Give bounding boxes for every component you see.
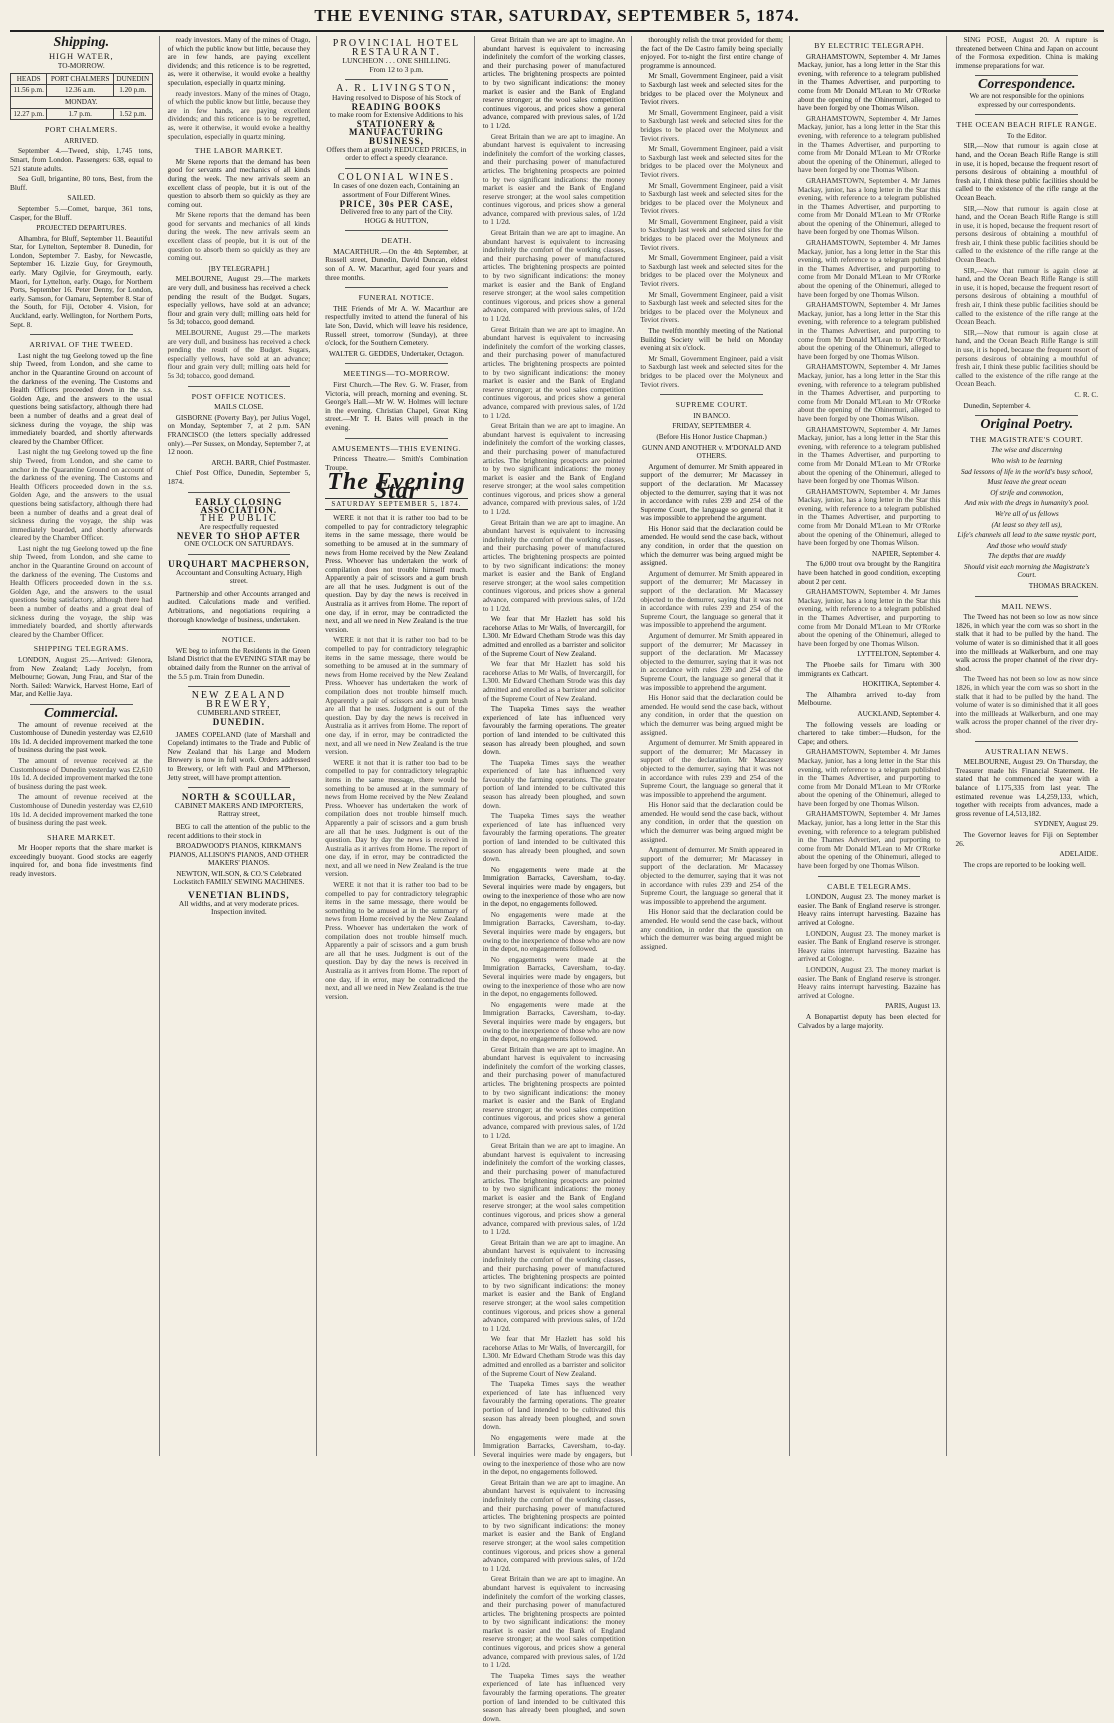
mail-news-text: The Tweed has not been so low as now since 1826, in which year the corn was so short in the stalk that it had to be pulled by the hand. The volume of water is so diminished that it all goes into the millleads at Walkerburn, and one may walk across the proper channel of the river dry-shod.	[955, 612, 1099, 673]
poem-line: Life's channels all lead to the same mystic port,	[957, 530, 1097, 540]
judge-label: (Before His Honor Justice Chapman.)	[656, 431, 767, 441]
court-text2: Mr Small, Government Engineer, paid a visit to Saxburgh last week and selected sites for the bridges to be placed over the Molyneux and Teviot rivers.	[640, 71, 783, 107]
telegraph-text-cont: MELBOURNE, August 29.—The markets are very dull, and business has received a check pending the result of the Budget. Sugars, especially yellows, have sold at an advance; flour and grain very dull; milling oats held for 5s 3d; tobacco, good demand.	[167, 328, 311, 380]
adelaide-text: The crops are reported to be looking well.	[963, 859, 1086, 869]
poem-line: Should visit each morning the Magistrate's Court.	[964, 561, 1090, 580]
auckland-dateline: AUCKLAND, September 4.	[857, 708, 941, 718]
rifle-range-heading: THE OCEAN BEACH RIFLE RANGE.	[956, 120, 1098, 130]
livingston-books: READING BOOKS	[351, 101, 442, 112]
wines-ad	[325, 171, 468, 226]
column-2	[168, 36, 318, 1456]
early-closing-text: Are respectfully requested	[199, 522, 279, 532]
poem-line: Must leave the great ocean	[987, 477, 1067, 487]
brewery-ad	[168, 692, 311, 726]
auckland-text: The following vessels are loading or chartered to take timber:—Hudson, for the Cape; and others.	[797, 719, 941, 746]
masthead: THE EVENING STAR, SATURDAY, SEPTEMBER 5, 1874.	[10, 6, 1104, 32]
leader-cont-fill: Great Britain than we are apt to imagine. An abundant harvest is equivalent to increasing indefinitely the comfort of the working classes, and their purchasing power of manufactured articles. The brightening prospects are pointed to by two significant indications: the money market is easier and the Bank of England reserve stronger; at the wool sales competition continues vigorous, and prices show a general advance, compared with previous sales, of 1/2d to 1 1/2d.	[482, 324, 626, 420]
early-closing-public: THE PUBLIC	[200, 512, 278, 524]
napier-text: The 6,000 trout ova brought by the Rangitira have been hatched in good condition, excepting about 2 per cent.	[797, 559, 941, 586]
column-7	[955, 36, 1104, 1456]
mails-close-label: MAILS CLOSE.	[214, 402, 264, 412]
divider	[818, 876, 921, 877]
rifle-range-sign: C. R. C.	[1074, 389, 1099, 399]
funeral-heading: FUNERAL NOTICE.	[358, 293, 435, 303]
early-closing-heading: EARLY CLOSING ASSOCIATION.	[195, 496, 283, 516]
share-market-heading: SHARE MARKET.	[47, 832, 116, 842]
tide-cell: 1.52 p.m.	[113, 108, 152, 120]
leader-cont-fill: Great Britain than we are apt to imagine. An abundant harvest is equivalent to increasing indefinitely the comfort of the working classes, and their purchasing power of manufactured articles. The brightening prospects are pointed to by two significant indications: the money market is easier and the Bank of England reserve stronger; at the wool sales competition continues vigorous, and prices show a general advance, compared with previous sales, of 1/2d to 1 1/2d.	[482, 421, 626, 517]
divider	[188, 629, 291, 630]
court-text2-fill: Mr Small, Government Engineer, paid a visit to Saxburgh last week and selected sites for the bridges to be placed over the Molyneux and Teviot rivers.	[640, 289, 783, 325]
auckland-fill: GRAHAMSTOWN, September 4. Mr James Mackay, junior, has a long letter in the Star this evening, with reference to a telegram published in the Thames Advertiser, and purporting to come from Mr Donald M'Lean to Mr O'Rorke about the opening of the Ohinemuri, alleged to have been forged by one Thomas Wilson.	[797, 809, 941, 871]
urquhart-text: Partnership and other Accounts arranged and audited. Calculations made and verified. Arbitrations, and negotiations requiring a thorough knowledge of business, undertaken.	[167, 588, 311, 624]
tide-table	[10, 73, 153, 120]
leader-cont3-fill: The Tuapeka Times says the weather experienced of late has influenced very favourably the farming operations. The greater portion of land intended to be cultivated this season has already been ploughed, and sown down.	[482, 1379, 626, 1432]
napier-dateline: NAPIER, September 4.	[871, 548, 941, 558]
commercial-heading: Commercial.	[44, 705, 119, 721]
poem-line: Sad lessons of life in the world's busy school,	[960, 466, 1093, 476]
leader-cont2: We fear that Mr Hazlett has sold his racehorse Atlas to Mr Walls, of Invercargill, for L300. Mr Edward Chetham Strode was this day admitted and enrolled as a barrister and solicitor of the Supreme Court of New Zealand.	[482, 614, 626, 658]
amusements-text: Princess Theatre.— Smith's Combination Troupe.	[325, 454, 468, 472]
post-office-date: Chief Post Office, Dunedin, September 5, 1874.	[167, 468, 311, 486]
livingston-ad	[325, 85, 468, 162]
mines-text: ready investors. Many of the mines of Otago, of which the public know but little, because they are in few hands, are paying excellent dividends; and this reticence is to be regretted, as, were it otherwise, it would evoke a healthy speculation, especially in quartz mining.	[167, 35, 311, 87]
electric-telegraph-fill: GRAHAMSTOWN, September 4. Mr James Mackay, junior, has a long letter in the Star this evening, with reference to a telegram published in the Thames Advertiser, and purporting to come from Mr Donald M'Lean to Mr O'Rorke about the opening of the Ohinemuri, alleged to have been forged by one Thomas Wilson.	[797, 238, 941, 299]
court-text2-fill: Mr Small, Government Engineer, paid a visit to Saxburgh last week and selected sites for the bridges to be placed over the Molyneux and Teviot rivers.	[640, 180, 783, 216]
wines-deliver: Delivered free to any part of the City.	[340, 207, 453, 217]
court-text2-fill: Mr Small, Government Engineer, paid a visit to Saxburgh last week and selected sites for the bridges to be placed over the Molyneux and Teviot rivers.	[640, 107, 783, 143]
napier-fill: GRAHAMSTOWN, September 4. Mr James Mackay, junior, has a long letter in the Star this evening, with reference to a telegram published in the Thames Advertiser, and purporting to come from Mr Donald M'Lean to Mr O'Rorke about the opening of the Ohinemuri, alleged to have been forged by one Thomas Wilson.	[797, 587, 941, 648]
electric-telegraph-fill: GRAHAMSTOWN, September 4. Mr James Mackay, junior, has a long letter in the Star this evening, with reference to a telegram published in the Thames Advertiser, and purporting to come from Mr Donald M'Lean to Mr O'Rorke about the opening of the Ohinemuri, alleged to have been forged by one Thomas Wilson.	[797, 113, 941, 175]
hotel-hours: From 12 to 3 p.m.	[369, 64, 424, 74]
paris-dateline: PARIS, August 13.	[885, 1001, 941, 1011]
columns	[10, 35, 1104, 1723]
tide-header-port: PORT CHALMERS	[47, 73, 114, 85]
high-water-heading: HIGH WATER,	[48, 50, 114, 61]
mail-news-heading: MAIL NEWS.	[1001, 601, 1053, 611]
brewery-street: CUMBERLAND STREET,	[197, 708, 281, 718]
poem-line: The depths that are muddy	[987, 551, 1066, 561]
court-text2-fill: Mr Small, Government Engineer, paid a visit to Saxburgh last week and selected sites for the bridges to be placed over the Molyneux and Teviot rivers.	[640, 253, 783, 289]
telegraph-text: MELBOURNE, August 29.—The markets are very dull, and business has received a check pending the result of the Budget. Sugars, especially yellows, have sold at an advance; flour and grain very dull; milling oats held for 5s 3d; tobacco, good demand.	[167, 274, 311, 327]
leader-cont-fill: Great Britain than we are apt to imagine. An abundant harvest is equivalent to increasing indefinitely the comfort of the working classes, and their purchasing power of manufactured articles. The brightening prospects are pointed to by two significant indications: the money market is easier and the Bank of England reserve stronger; at the wool sales competition continues vigorous, and prices show a general advance, compared with previous sales, of 1/2d to 1 1/2d.	[482, 1141, 626, 1237]
tide-cell: 12.36 a.m.	[47, 85, 114, 97]
leader-cont4-fill: No engagements were made at the Immigration Barracks, Caversham, to-day. Several inquiries were made by engagers, but owing to the inexperience of those who are now in the depot, no engagements followed.	[482, 909, 626, 954]
case-text: Argument of demurrer. Mr Smith appeared in support of the demurrer; Mr Macassey in support of the declaration. Mr Macassey objected to the demurrer, saying that it was not in accordance with rules 239 and 254 of the Supreme Court, the language so general that it was impossible to apprehend the argument.	[640, 461, 783, 523]
venetian-heading: VENETIAN BLINDS,	[188, 890, 290, 901]
share-market-text: Mr Hooper reports that the share market is exceedingly buoyant. Good stocks are eagerly inquired for, and bona fide investments find ready investors.	[10, 843, 153, 879]
projected-label: PROJECTED DEPARTURES.	[36, 223, 127, 233]
divider	[975, 741, 1078, 742]
tomorrow-label: TO-MORROW.	[57, 61, 105, 71]
arrived-text: September 4.—Tweed, ship, 1,745 tons, Smart, from London. Passengers: 638, equal to 521 statute adults.	[10, 146, 153, 173]
tide-header-heads: HEADS	[11, 73, 47, 85]
amusements-heading: AMUSEMENTS—THIS EVENING.	[331, 443, 462, 453]
tide-header-dunedin: DUNEDIN	[113, 73, 152, 85]
column-3	[325, 36, 475, 1456]
brewery-text: JAMES COPELAND (late of Marshall and Copeland) intimates to the Trade and Public of New Zealand that his Large and Modern Brewery is now in full work. Orders addressed to Brewery, or left with Paul and M'Pherson, Jetty street, will have prompt attention.	[167, 729, 311, 782]
tide-cell: 11.56 p.m.	[11, 85, 47, 97]
court-text2-fill: Mr Small, Government Engineer, paid a visit to Saxburgh last week and selected sites for the bridges to be placed over the Molyneux and Teviot rivers.	[640, 144, 783, 179]
tide-cell: 1.20 p.m.	[113, 85, 152, 97]
livingston-offer: Offers them at greatly REDUCED PRICES, in order to effect a speedy clearance.	[326, 144, 467, 163]
leader-text-cont: WERE it not that it is rather too bad to be compelled to pay for contradictory telegraphic items in the same message, there would be something to be amused at in the summary of news from Home received by the New Zealand Press. Whoever has undertaken the work of compilation does not trouble himself much. Apparently a pair of scissors and a gum brush are all that he uses. Judgment is out of the question. Day by day the news is received in Australia as it arrives from Home. The report of one day, if in error, may be contradicted the next, and all we need in New Zealand is the true version.	[325, 880, 468, 1001]
divider	[975, 596, 1078, 597]
divider	[345, 79, 448, 80]
column-5	[640, 36, 790, 1456]
poem-line: Of strife and commotion,	[990, 487, 1064, 497]
electric-telegraph-fill: GRAHAMSTOWN, September 4. Mr James Mackay, junior, has a long letter in the Star this evening, with reference to a telegram published in the Thames Advertiser, and purporting to come from Mr Donald M'Lean to Mr O'Rorke about the opening of the Ohinemuri, alleged to have been forged by one Thomas Wilson.	[797, 486, 941, 548]
poem-sign: THOMAS BRACKEN.	[1028, 581, 1099, 591]
singapore-text: SING POSE, August 20. A rupture is threatened between China and Japan on account of the Formosa expedition. China is making immense preparations for war.	[955, 35, 1099, 70]
venetian-sub: All widths, and at very moderate prices.	[178, 898, 299, 908]
poem-line: (At least so they tell us),	[991, 519, 1063, 529]
leader-cont3-fill: The Tuapeka Times says the weather experienced of late has influenced very favourably the farming operations. The greater portion of land intended to be cultivated this season has already been ploughed, and sown down.	[482, 811, 626, 864]
sydney-text: The Governor leaves for Fiji on September 26.	[955, 829, 1099, 848]
death-heading: DEATH.	[381, 236, 412, 246]
hokitika-dateline: HOKITIKA, September 4.	[862, 679, 941, 689]
electric-telegraph-fill: GRAHAMSTOWN, September 4. Mr James Mackay, junior, has a long letter in the Star this evening, with reference to a telegram published in the Thames Advertiser, and purporting to come from Mr Donald M'Lean to Mr O'Rorke about the opening of the Ohinemuri, alleged to have been forged by one Thomas Wilson.	[797, 424, 941, 486]
divider	[188, 686, 291, 687]
friday-label: FRIDAY, SEPTEMBER 4.	[672, 421, 751, 431]
divider	[30, 704, 133, 705]
leader-text: WERE it not that it is rather too bad to be compelled to pay for contradictory telegraphic items in the same message, there would be something to be amused at in the summary of news from Home received by the New Zealand Press. Whoever has undertaken the work of compilation does not trouble himself much. Apparently a pair of scissors and a gum brush are all that he uses. Judgment is out of the question. Day by day the news is received in Australia as it arrives from Home. The report of one day, if in error, may be contradicted the next, and all we need in New Zealand is the true version.	[325, 513, 468, 634]
leader-cont-fill: Great Britain than we are apt to imagine. An abundant harvest is equivalent to increasing indefinitely the comfort of the working classes, and their purchasing power of manufactured articles. The brightening prospects are pointed to by two significant indications: the money market is easier and the Bank of England reserve stronger; at the wool sales competition continues vigorous, and prices show a general advance, compared with previous sales, of 1/2d to 1 1/2d.	[482, 228, 626, 323]
case-text-fill: His Honor said that the declaration could be amended. He would send the case back, without any condition, in order that the question on which the demurrer was being argued might be assigned.	[640, 800, 783, 844]
leader-text-cont: WERE it not that it is rather too bad to be compelled to pay for contradictory telegraphic items in the same message, there would be something to be amused at in the summary of news from Home received by the New Zealand Press. Whoever has undertaken the work of compilation does not trouble himself much. Apparently a pair of scissors and a gum brush are all that he uses. Judgment is out of the question. Day by day the news is received in Australia as it arrives from Home. The report of one day, if in error, may be contradicted the next, and all we need in New Zealand is the true version.	[325, 635, 468, 757]
rifle-range-fill: SIR,—Now that rumour is again close at hand, and the Ocean Beach Rifle Range is still in use, it is hoped, because the frequent resort of persons desirous of obtaining a mouthful of fresh air, I think these public facilities should be called to the existence of the rifle range at the Ocean Beach.	[955, 327, 1099, 389]
case-text-fill: Argument of demurrer. Mr Smith appeared in support of the demurrer; Mr Macassey in support of the declaration. Mr Macassey objected to the demurrer, saying that it was not in accordance with rules 239 and 254 of the Supreme Court, the language so general that it was impossible to apprehend the argument.	[640, 845, 783, 906]
rifle-range-fill: SIR,—Now that rumour is again close at hand, and the Ocean Beach Rifle Range is still in use, it is hoped, because the frequent resort of persons desirous of obtaining a mouthful of fresh air, I think these public facilities should be called to the existence of the rifle range at the Ocean Beach.	[955, 203, 1099, 265]
divider	[188, 386, 291, 387]
divider	[188, 554, 291, 555]
electric-telegraph-heading: BY ELECTRIC TELEGRAPH.	[814, 41, 925, 50]
original-poetry-heading: Original Poetry.	[980, 417, 1074, 433]
cable-fill: LONDON, August 23. The money market is easier. The Bank of England reserve is stronger. Heavy rains interrupt harvesting. Bazaine has arrived at Cologne.	[797, 964, 941, 1000]
shipping-telegrams-heading: SHIPPING TELEGRAMS.	[33, 644, 129, 654]
leader-cont4-fill: No engagements were made at the Immigration Barracks, Caversham, to-day. Several inquiries were made by engagers, but owing to the inexperience of those who are now in the depot, no engagements followed.	[482, 999, 626, 1044]
divider	[345, 438, 448, 439]
divider	[975, 75, 1078, 76]
leader-cont2-fill: We fear that Mr Hazlett has sold his racehorse Atlas to Mr Walls, of Invercargill, for L300. Mr Edward Chetham Strode was this day admitted and enrolled as a barrister and solicitor of the Supreme Court of New Zealand.	[482, 659, 626, 703]
rifle-range-date: Dunedin, September 4.	[963, 400, 1031, 410]
leader-cont-fill: Great Britain than we are apt to imagine. An abundant harvest is equivalent to increasing indefinitely the comfort of the working classes, and their purchasing power of manufactured articles. The brightening prospects are pointed to by two significant indications: the money market is easier and the Bank of England reserve stronger; at the wool sales competition continues vigorous, and prices show a general advance, compared with previous sales, of 1/2d to 1 1/2d.	[482, 1237, 626, 1333]
sailed-label: SAILED.	[67, 193, 96, 203]
leader-cont2-fill: We fear that Mr Hazlett has sold his racehorse Atlas to Mr Walls, of Invercargill, for L300. Mr Edward Chetham Strode was this day admitted and enrolled as a barrister and solicitor of the Supreme Court of New Zealand.	[482, 1334, 626, 1378]
sailed-text: September 5.—Comet, barque, 361 tons, Casper, for the Bluff.	[10, 203, 153, 222]
funeral-sign: WALTER G. GEDDES, Undertaker, Octagon.	[329, 348, 464, 358]
cable-telegrams-heading: CABLE TELEGRAMS.	[827, 881, 912, 891]
shipping-telegrams-text: LONDON, August 25.—Arrived: Glenora, from New Zealand; Lady Jocelyn, from Melbourne; Gowan, Jung Frau, and Star of the North. Sailed: Warwick, Harvest Home, Earl of Mar, and Kellie Jaya.	[10, 655, 153, 699]
divider	[345, 287, 448, 288]
column-6	[798, 36, 948, 1456]
urquhart-ad	[168, 560, 311, 586]
livingston-text2: to make room for Extensive Additions to his	[329, 110, 463, 120]
meeting-text: The twelfth monthly meeting of the National Building Society will be held on Monday evening at six o'clock.	[640, 326, 783, 353]
leader-cont-fill: Great Britain than we are apt to imagine. An abundant harvest is equivalent to increasing indefinitely the comfort of the working classes, and their purchasing power of manufactured articles. The brightening prospects are pointed to by two significant indications: the money market is easier and the Bank of England reserve stronger; at the wool sales competition continues vigorous, and prices show a general advance, compared with previous sales, of 1/2d to 1 1/2d.	[482, 1044, 626, 1140]
post-office-sign: ARCH. BARR, Chief Postmaster.	[211, 457, 311, 467]
poem-title: THE MAGISTRATE'S COURT.	[970, 434, 1084, 444]
poem-line: And mix with the dregs in humanity's pool.	[964, 498, 1090, 508]
electric-telegraph-text: GRAHAMSTOWN, September 4. Mr James Mackay, junior, has a long letter in the Star this evening, with reference to a telegram published in the Thames Advertiser, and purporting to come from Mr Donald M'Lean to Mr O'Rorke about the opening of the Ohinemuri, alleged to have been forged by one Thomas Wilson.	[797, 51, 941, 113]
divider	[345, 168, 448, 169]
paris-text: A Bonapartist deputy has been elected for Calvados by a large majority.	[797, 1011, 941, 1030]
leader-cont-fill: Great Britain than we are apt to imagine. An abundant harvest is equivalent to increasing indefinitely the comfort of the working classes, and their purchasing power of manufactured articles. The brightening prospects are pointed to by two significant indications: the money market is easier and the Bank of England reserve stronger; at the wool sales competition continues vigorous, and prices show a general advance, compared with previous sales, of 1/2d to 1 1/2d.	[482, 131, 626, 227]
mines-text-cont: ready investors. Many of the mines of Otago, of which the public know but little, because they are in few hands, are paying excellent dividends; and this reticence is to be regretted, as, were it otherwise, it would evoke a healthy speculation, especially in quartz mining.	[167, 88, 311, 141]
case-text-fill: Argument of demurrer. Mr Smith appeared in support of the demurrer; Mr Macassey in support of the declaration. Mr Macassey objected to the demurrer, saying that it was not in accordance with rules 239 and 254 of the Supreme Court, the language so general that it was impossible to apprehend the argument.	[640, 738, 783, 799]
leader-cont4-fill: No engagements were made at the Immigration Barracks, Caversham, to-day. Several inquiries were made by engagers, but owing to the inexperience of those who are now in the depot, no engagements followed.	[482, 954, 626, 999]
death-text: MACARTHUR.—On the 4th September, at Russell street, Dunedin, David Duncan, eldest son of A. W. Macarthur, aged four years and three months.	[325, 246, 468, 282]
divider	[975, 114, 1078, 115]
monday-label: MONDAY.	[11, 96, 153, 108]
cable-fill: LONDON, August 23. The money market is easier. The Bank of England reserve is stronger. Heavy rains interrupt harvesting. Bazaine has arrived at Cologne.	[797, 928, 941, 964]
rifle-range-text: SIR,—Now that rumour is again close at hand, and the Ocean Beach Rifle Range is still in use, it is hoped, because the frequent resort of persons desirous of obtaining a mouthful of fresh air, I think these public facilities should be called to the existence of the rifle range at the Ocean Beach.	[955, 141, 1099, 202]
divider	[660, 394, 763, 395]
labor-market-text-cont: Mr Skene reports that the demand has been good for servants and mechanics of all kinds during the week. The new arrivals seem an excellent class of people, but it is out of the question to absorb them so quickly as they are coming out.	[167, 210, 311, 263]
livingston-stationery: STATIONERY & MANUFACTURING BUSINESS,	[349, 118, 444, 146]
early-closing-never: NEVER TO SHOP AFTER	[176, 530, 301, 541]
column-1	[10, 36, 160, 1456]
case-text-fill: His Honor said that the declaration could be amended. He would send the case back, without any condition, in order that the question on which the demurrer was being argued might be assigned.	[640, 693, 783, 737]
arrival-tweed-heading: ARRIVAL OF THE TWEED.	[29, 340, 134, 350]
hotel-ad	[325, 40, 468, 74]
poem-line: Who wish to be learning	[991, 455, 1063, 465]
brewery-heading: NEW ZEALAND BREWERY,	[191, 690, 287, 710]
electric-telegraph-fill: GRAHAMSTOWN, September 4. Mr James Mackay, junior, has a long letter in the Star this evening, with reference to a telegram published in the Thames Advertiser, and purporting to come from Mr Donald M'Lean to Mr O'Rorke about the opening of the Ohinemuri, alleged to have been forged by one Thomas Wilson.	[797, 175, 941, 237]
meetings-heading: MEETINGS—TO-MORROW.	[343, 369, 450, 379]
sea-gull-text: Sea Gull, brigantine, 80 tons, Best, from the Bluff.	[10, 174, 153, 192]
hotel-heading: PROVINCIAL HOTEL RESTAURANT.	[332, 38, 461, 58]
leader-text-cont: WERE it not that it is rather too bad to be compelled to pay for contradictory telegraphic items in the same message, there would be something to be amused at in the summary of news from Home received by the New Zealand Press. Whoever has undertaken the work of compilation does not trouble himself much. Apparently a pair of scissors and a gum brush are all that he uses. Judgment is out of the question. Day by day the news is received in Australia as it arrives from Home. The report of one day, if in error, may be contradicted the next, and all we need in New Zealand is the true version.	[325, 757, 468, 879]
correspondence-note: We are not responsible for the opinions expressed by our correspondents.	[969, 90, 1085, 109]
labor-market-heading: THE LABOR MARKET.	[194, 146, 283, 156]
nameplate: The Evening Star	[327, 469, 466, 504]
north-scoullar-text: BEG to call the attention of the public to the recent additions to their stock in	[167, 821, 311, 840]
port-chalmers-heading: PORT CHALMERS.	[44, 125, 118, 135]
sydney-dateline: SYDNEY, August 29.	[1034, 819, 1099, 829]
mail-news-fill: The Tweed has not been so low as now since 1826, in which year the corn was so short in the stalk that it had to be pulled by the hand. The volume of water is so diminished that it all goes into the millleads at Walkerburn, and one may walk across the proper channel of the river dry-shod.	[955, 674, 1099, 735]
commercial-text: The amount of revenue received at the Customhouse of Dunedin yesterday was £2,610 10s 1d. A decided improvement marked the tone of business during the past week.	[10, 719, 153, 755]
livingston-text: Having resolved to Dispose of his Stock of	[331, 92, 461, 102]
funeral-text: THE Friends of Mr A. W. Macarthur are respectfully invited to attend the funeral of his late Son, David, which will leave his residence, Russell street, tomorrow (Sunday), at three o'clock, for the Southern Cemetery.	[325, 303, 468, 348]
divider	[345, 230, 448, 231]
leader-cont: Great Britain than we are apt to imagine. An abundant harvest is equivalent to increasing indefinitely the comfort of the working classes, and their purchasing power of manufactured articles. The brightening prospects are pointed to by two significant indications: the money market is easier and the Bank of England reserve stronger; at the wool sales competition continues vigorous, and prices show a general advance, compared with previous sales, of 1/2d to 1 1/2d.	[482, 35, 626, 130]
notice-text: WE beg to inform the Residents in the Green Island District that the EVENING STAR may be obtained daily from the Runner on the arrival of the 5.5 p.m. Train from Dunedin.	[167, 645, 311, 681]
wines-price: PRICE, 30s PER CASE,	[339, 198, 454, 209]
labor-market-text: Mr Skene reports that the demand has been good for servants and mechanics of all kinds during the week. The new arrivals seem an excellent class of people, but it is out of the question to absorb them so quickly as they are coming out.	[167, 156, 311, 209]
lyttelton-dateline: LYTTELTON, September 4.	[857, 649, 941, 659]
australian-news-text: MELBOURNE, August 29. On Thursday, the Treasurer made his Financial Statement. He stated that he commenced the year with a balance of L175,335 from last year. The estimated revenue was L4,259,133, which, together with receipts from advances, made a gross revenue of L4,513,182.	[955, 757, 1099, 818]
case-text2: His Honor said that the declaration could be amended. He would send the case back, without any condition, in order that the question on which the demurrer was being argued might be assigned.	[640, 523, 783, 568]
poem-line: The wise and discerning	[991, 445, 1063, 455]
wines-firm: HOGG & HUTTON,	[364, 215, 429, 225]
notice-heading: NOTICE.	[221, 635, 256, 645]
brewery-city: DUNEDIN.	[212, 716, 265, 727]
wines-text: In cases of one dozen each, Containing an assortment of Four Different Wines.	[333, 181, 460, 199]
urquhart-name: URQUHART MACPHERSON,	[168, 559, 310, 570]
newton-wilson: NEWTON, WILSON, & CO.'S Celebrated Lockstitch FAMILY SEWING MACHINES.	[173, 868, 305, 887]
post-office-heading: POST OFFICE NOTICES.	[191, 391, 287, 401]
rifle-range-to-editor: To the Editor.	[1006, 130, 1047, 140]
divider	[188, 492, 291, 493]
court-text2-fill: Mr Small, Government Engineer, paid a visit to Saxburgh last week and selected sites for the bridges to be placed over the Molyneux and Teviot rivers.	[640, 216, 783, 252]
north-scoullar-ad	[168, 793, 311, 819]
case-text-fill: Argument of demurrer. Mr Smith appeared in support of the demurrer; Mr Macassey in support of the declaration. Mr Macassey objected to the demurrer, saying that it was not in accordance with rules 239 and 254 of the Supreme Court, the language so general that it was impossible to apprehend the argument.	[640, 631, 783, 692]
case-title: GUNN AND ANOTHER v. M'DONALD AND OTHERS.	[642, 442, 782, 461]
rifle-range-fill: SIR,—Now that rumour is again close at hand, and the Ocean Beach Rifle Range is still in use, it is hoped, because the frequent resort of persons desirous of obtaining a mouthful of fresh air, I think these public facilities should be called to the existence of the rifle range at the Ocean Beach.	[955, 265, 1099, 327]
lyttelton-text: The Phoebe sails for Timaru with 300 immigrants ex Cathcart.	[797, 659, 941, 678]
telegraph-label: [BY TELEGRAPH.]	[208, 263, 270, 273]
supreme-court-heading: SUPREME COURT.	[675, 400, 748, 410]
commercial-text-cont: The amount of revenue received at the Customhouse of Dunedin yesterday was £2,610 10s 1d. A decided improvement marked the tone of business during the past week.	[10, 792, 153, 828]
leader-cont-fill: Great Britain than we are apt to imagine. An abundant harvest is equivalent to increasing indefinitely the comfort of the working classes, and their purchasing power of manufactured articles. The brightening prospects are pointed to by two significant indications: the money market is easier and the Bank of England reserve stronger; at the wool sales competition continues vigorous, and prices show a general advance, compared with previous sales, of 1/2d to 1 1/2d.	[482, 1574, 626, 1670]
leader-cont3-fill: The Tuapeka Times says the weather experienced of late has influenced very favourably the farming operations. The greater portion of land intended to be cultivated this season has already been ploughed, and sown down.	[482, 1670, 626, 1723]
poem-line: And those who would study	[986, 540, 1067, 550]
tweed-text: Last night the tug Geelong towed up the fine ship Tweed, from London, and she came to anchor in the Quarantine Ground on account of the darkness of the evening. The Customs and Health Officers proceeded down in the s.s. Golden Age, and the answers to the usual questions being satisfactory, although there had been a number of deaths and a great deal of sickness during the voyage, the ship was immediately boarded, and shortly afterwards cleared by the Chamber Officer.	[10, 350, 153, 446]
divider	[345, 363, 448, 364]
hokitika-text: The Alhambra arrived to-day from Melbourne.	[797, 689, 941, 708]
shipping-heading: Shipping.	[53, 35, 110, 50]
livingston-heading: A. R. LIVINGSTON,	[336, 83, 457, 95]
post-office-text: GISBORNE (Poverty Bay), per Julius Vogel, on Monday, September 7, at 2 p.m. SAN FRANCISCO (the letters specially addressed only).—Per Sussex, on Monday, September 7, at 12 noon.	[167, 412, 311, 457]
case-text-fill: Argument of demurrer. Mr Smith appeared in support of the demurrer; Mr Macassey in support of the declaration. Mr Macassey objected to the demurrer, saying that it was not in accordance with rules 239 and 254 of the Supreme Court, the language so general that it was impossible to apprehend the argument.	[640, 568, 783, 630]
electric-telegraph-fill: GRAHAMSTOWN, September 4. Mr James Mackay, junior, has a long letter in the Star this evening, with reference to a telegram published in the Thames Advertiser, and purporting to come from Mr Donald M'Lean to Mr O'Rorke about the opening of the Ohinemuri, alleged to have been forged by one Thomas Wilson.	[797, 300, 941, 361]
dateline: SATURDAY SEPTEMBER 5, 1874.	[325, 498, 468, 511]
tweed-text-cont: Last night the tug Geelong towed up the fine ship Tweed, from London, and she came to anchor in the Quarantine Ground on account of the darkness of the evening. The Customs and Health Officers proceeded down in the s.s. Golden Age, and the answers to the usual questions being satisfactory, although there had been a number of deaths and a great deal of sickness during the voyage, the ship was immediately boarded, and shortly afterwards cleared by the Chamber Officer.	[10, 543, 153, 639]
case-text-fill: His Honor said that the declaration could be amended. He would send the case back, without any condition, in order that the question on which the demurrer was being argued might be assigned.	[640, 907, 783, 951]
hotel-lunch: LUNCHEON . . . ONE SHILLING.	[342, 56, 451, 66]
early-closing-saturday: ONE O'CLOCK ON SATURDAYS.	[184, 539, 294, 549]
cable-text: LONDON, August 23. The money market is easier. The Bank of England reserve is stronger. Heavy rains interrupt harvesting. Bazaine has arrived at Cologne.	[797, 892, 941, 927]
leader-cont4-fill: No engagements were made at the Immigration Barracks, Caversham, to-day. Several inquiries were made by engagers, but owing to the inexperience of those who are now in the depot, no engagements followed.	[482, 1432, 626, 1477]
correspondence-heading: Correspondence.	[977, 77, 1076, 93]
poem-line: We're all of us fellows	[994, 508, 1059, 518]
tweed-text-cont: Last night the tug Geelong towed up the fine ship Tweed, from London, and she came to anchor in the Quarantine Ground on account of the darkness of the evening. The Customs and Health Officers proceeded down in the s.s. Golden Age, and the answers to the usual questions being satisfactory, although there had been a number of deaths and a great deal of sickness during the voyage, the ship was immediately boarded, and shortly afterwards cleared by the Chamber Officer.	[10, 447, 153, 543]
wines-heading: COLONIAL WINES.	[337, 171, 456, 183]
divider	[30, 334, 133, 335]
inspection-invited: Inspection invited.	[210, 907, 267, 917]
tide-cell: 1.7 p.m.	[47, 108, 114, 120]
court-text2-fill: Mr Small, Government Engineer, paid a visit to Saxburgh last week and selected sites for the bridges to be placed over the Molyneux and Teviot rivers.	[640, 353, 783, 389]
venetian-ad	[168, 891, 311, 917]
meetings-text: First Church.—The Rev. G. W. Fraser, from Victoria, will preach, morning and evening. St. George's Hall.—Mr W. W. Holmes will lecture in the evening. Christian Chapel, Great King street.—Mr T. H. Bates will preach in the evening.	[325, 380, 468, 432]
column-4	[482, 35, 633, 1723]
leader-cont-fill: Great Britain than we are apt to imagine. An abundant harvest is equivalent to increasing indefinitely the comfort of the working classes, and their purchasing power of manufactured articles. The brightening prospects are pointed to by two significant indications: the money market is easier and the Bank of England reserve stronger; at the wool sales competition continues vigorous, and prices show a general advance, compared with previous sales, of 1/2d to 1 1/2d.	[482, 1477, 626, 1573]
leader-cont-fill: Great Britain than we are apt to imagine. An abundant harvest is equivalent to increasing indefinitely the comfort of the working classes, and their purchasing power of manufactured articles. The brightening prospects are pointed to by two significant indications: the money market is easier and the Bank of England reserve stronger; at the wool sales competition continues vigorous, and prices show a general advance, compared with previous sales, of 1/2d to 1 1/2d.	[482, 517, 626, 613]
urquhart-sub: Accountant and Consulting Actuary, High street.	[175, 567, 302, 586]
arrived-label: ARRIVED.	[64, 135, 99, 145]
pianos-list: BROADWOOD'S PIANOS, KIRKMAN'S PIANOS, ALLISON'S PIANOS, AND OTHER MAKERS' PIANOS.	[169, 841, 309, 868]
australian-news-heading: AUSTRALIAN NEWS.	[984, 746, 1069, 756]
divider	[975, 415, 1078, 416]
projected-text: Alhambra, for Bluff, September 11. Beautiful Star, for Lyttelton, September 8. Dunedin, for London, September 7. Easby, for Newcastle, September 16. Lizzie Guy, for Greymouth, early. Mary Ogilvie, for Greymouth, early. Maori, for Lyttelton, early. Otago, for Northern Ports, September 16. Peter Denny, for London, early. Samson, for Oamaru, September 8. Star of the South, for Fiji, October 4. Vision, for Auckland, early. Wellington, for Northern Ports, Sept. 8.	[10, 233, 153, 329]
leader-cont4: No engagements were made at the Immigration Barracks, Caversham, to-day. Several inquiries were made by engagers, but owing to the inexperience of those who are now in the depot, no engagements followed.	[482, 864, 626, 909]
auckland-fill: GRAHAMSTOWN, September 4. Mr James Mackay, junior, has a long letter in the Star this evening, with reference to a telegram published in the Thames Advertiser, and purporting to come from Mr Donald M'Lean to Mr O'Rorke about the opening of the Ohinemuri, alleged to have been forged by one Thomas Wilson.	[797, 747, 941, 808]
tide-cell: 12.27 p.m.	[11, 108, 47, 120]
north-scoullar-sub: CABINET MAKERS AND IMPORTERS, Rattray street,	[174, 800, 304, 819]
in-banco-label: IN BANCO.	[693, 410, 731, 420]
commercial-text-cont: The amount of revenue received at the Customhouse of Dunedin yesterday was £2,610 10s 1d. A decided improvement marked the tone of business during the past week.	[10, 755, 153, 791]
north-scoullar-heading: NORTH & SCOULLAR,	[181, 792, 296, 803]
leader-cont3: The Tuapeka Times says the weather experienced of late has influenced very favourably the farming operations. The greater portion of land intended to be cultivated this season has already been ploughed, and sown down.	[482, 704, 626, 757]
adelaide-dateline: ADELAIDE.	[1059, 849, 1099, 859]
early-closing-ad	[168, 498, 311, 550]
leader-cont3-fill: The Tuapeka Times says the weather experienced of late has influenced very favourably the farming operations. The greater portion of land intended to be cultivated this season has already been ploughed, and sown down.	[482, 757, 626, 810]
electric-telegraph-fill: GRAHAMSTOWN, September 4. Mr James Mackay, junior, has a long letter in the Star this evening, with reference to a telegram published in the Thames Advertiser, and purporting to come from Mr Donald M'Lean to Mr O'Rorke about the opening of the Ohinemuri, alleged to have been forged by one Thomas Wilson.	[797, 362, 941, 423]
divider	[188, 787, 291, 788]
court-text: thoroughly relish the treat provided for them; the fact of the De Castro family being specially enjoyed. For to-night the first entire change of programme is announced.	[640, 35, 783, 70]
